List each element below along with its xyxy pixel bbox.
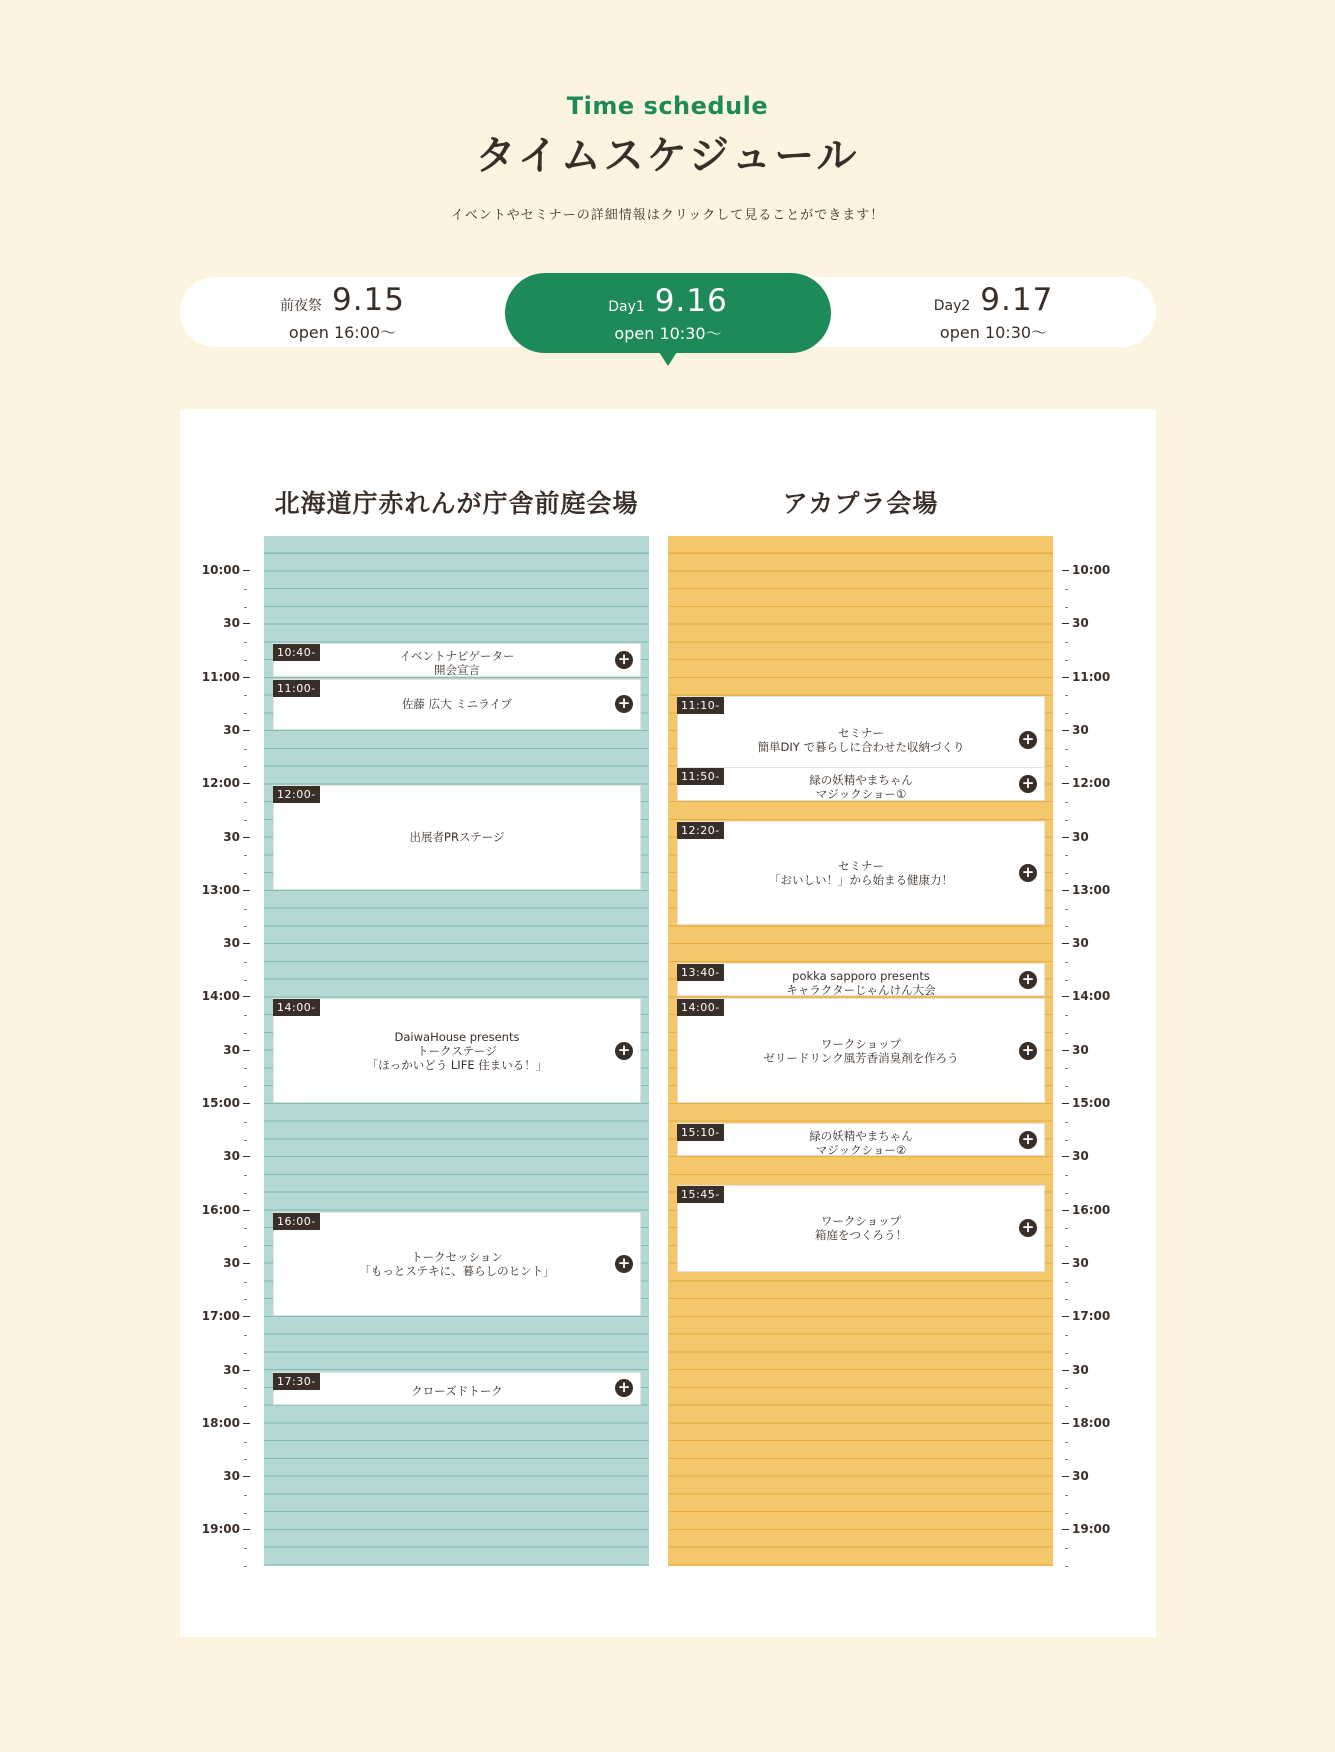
event-card[interactable] bbox=[273, 1212, 641, 1317]
time-tick-right: 12:00 bbox=[1062, 776, 1110, 790]
minor-tick bbox=[244, 855, 247, 856]
minor-tick bbox=[244, 1086, 247, 1087]
expand-plus-icon[interactable]: + bbox=[1019, 864, 1037, 882]
minor-tick bbox=[1065, 1228, 1068, 1229]
time-tick-right: 30 bbox=[1062, 830, 1089, 844]
minor-tick bbox=[244, 1299, 247, 1300]
minor-tick bbox=[1065, 1459, 1068, 1460]
minor-tick bbox=[244, 802, 247, 803]
tab-date: 9.15 bbox=[331, 281, 406, 318]
minor-tick bbox=[1065, 1193, 1068, 1194]
minor-tick bbox=[244, 873, 247, 874]
minor-tick bbox=[244, 926, 247, 927]
event-title: pokka sapporo presents キャラクターじゃんけん大会 bbox=[786, 968, 936, 997]
time-tick-left: 30 bbox=[190, 616, 250, 630]
event-title: 出展者PRステージ bbox=[409, 830, 505, 845]
expand-plus-icon[interactable]: + bbox=[1019, 1131, 1037, 1149]
minor-tick bbox=[244, 1122, 247, 1123]
minor-tick bbox=[1065, 1513, 1068, 1514]
event-title: ワークショップ 箱庭をつくろう！ bbox=[815, 1214, 907, 1243]
time-tick-left: 30 bbox=[190, 1043, 250, 1057]
time-tick-right: 16:00 bbox=[1062, 1203, 1110, 1217]
minor-tick bbox=[244, 1140, 247, 1141]
page-title: タイムスケジュール bbox=[475, 133, 860, 179]
event-title: クローズドトーク bbox=[411, 1384, 503, 1399]
event-start-time: 16:00- bbox=[273, 1213, 320, 1230]
time-tick-right: 30 bbox=[1062, 1149, 1089, 1163]
tab-day-eve[interactable] bbox=[180, 277, 505, 347]
section-eng-title: Time schedule bbox=[566, 92, 769, 120]
expand-plus-icon[interactable]: + bbox=[1019, 731, 1037, 749]
minor-tick bbox=[1065, 660, 1068, 661]
minor-tick bbox=[244, 1175, 247, 1176]
expand-plus-icon[interactable]: + bbox=[1019, 1219, 1037, 1237]
minor-tick bbox=[1065, 855, 1068, 856]
minor-tick bbox=[244, 642, 247, 643]
expand-plus-icon[interactable]: + bbox=[1019, 1042, 1037, 1060]
event-card[interactable] bbox=[273, 679, 641, 730]
minor-tick bbox=[244, 749, 247, 750]
minor-tick bbox=[244, 589, 247, 590]
event-title: 緑の妖精やまちゃん マジックショー② bbox=[809, 1128, 913, 1157]
tab-date: 9.16 bbox=[654, 282, 728, 319]
minor-tick bbox=[244, 1459, 247, 1460]
time-tick-left: 15:00 bbox=[190, 1096, 250, 1110]
event-card[interactable] bbox=[677, 821, 1045, 926]
day-tab-bar bbox=[180, 277, 1156, 347]
minor-tick bbox=[244, 1495, 247, 1496]
minor-tick bbox=[1065, 1335, 1068, 1336]
minor-tick bbox=[1065, 1246, 1068, 1247]
minor-tick bbox=[244, 1068, 247, 1069]
expand-plus-icon[interactable]: + bbox=[1019, 775, 1037, 793]
venue-title-right: アカプラ会場 bbox=[782, 489, 939, 518]
minor-tick bbox=[1065, 1495, 1068, 1496]
time-tick-right: 30 bbox=[1062, 936, 1089, 950]
minor-tick bbox=[1065, 1122, 1068, 1123]
time-tick-left: 12:00 bbox=[190, 776, 250, 790]
page-description: イベントやセミナーの詳細情報はクリックして見ることができます！ bbox=[450, 208, 885, 223]
minor-tick bbox=[244, 1353, 247, 1354]
expand-plus-icon[interactable]: + bbox=[615, 651, 633, 669]
time-tick-left: 10:00 bbox=[190, 563, 250, 577]
time-tick-left: 30 bbox=[190, 830, 250, 844]
expand-plus-icon[interactable]: + bbox=[615, 695, 633, 713]
event-title: 緑の妖精やまちゃん マジックショー① bbox=[809, 773, 913, 802]
time-tick-left: 14:00 bbox=[190, 989, 250, 1003]
event-card[interactable] bbox=[273, 785, 641, 890]
tab-open-time: open 10:30〜 bbox=[939, 322, 1048, 342]
minor-tick bbox=[244, 820, 247, 821]
event-start-time: 14:00- bbox=[677, 999, 724, 1016]
minor-tick bbox=[1065, 1388, 1068, 1389]
event-card[interactable] bbox=[273, 643, 641, 677]
expand-plus-icon[interactable]: + bbox=[615, 1379, 633, 1397]
event-start-time: 17:30- bbox=[273, 1373, 320, 1390]
event-title: セミナー 「おいしい！」から始まる健康力！ bbox=[769, 859, 953, 888]
tab-open-time: open 16:00〜 bbox=[288, 322, 397, 342]
minor-tick bbox=[1065, 962, 1068, 963]
minor-tick bbox=[1065, 749, 1068, 750]
time-tick-left: 30 bbox=[190, 1149, 250, 1163]
time-tick-right: 17:00 bbox=[1062, 1309, 1110, 1323]
event-start-time: 12:00- bbox=[273, 786, 320, 803]
minor-tick bbox=[244, 713, 247, 714]
event-card[interactable] bbox=[273, 1372, 641, 1406]
minor-tick bbox=[1065, 695, 1068, 696]
minor-tick bbox=[1065, 909, 1068, 910]
event-start-time: 12:20- bbox=[677, 822, 724, 839]
tab-label: 前夜祭 bbox=[279, 297, 322, 314]
tab-day2[interactable] bbox=[831, 277, 1156, 347]
time-tick-right: 30 bbox=[1062, 1043, 1089, 1057]
event-title: セミナー 簡単DIY で暮らしに合わせた収納づくり bbox=[757, 725, 965, 754]
minor-tick bbox=[1065, 766, 1068, 767]
minor-tick bbox=[244, 962, 247, 963]
minor-tick bbox=[244, 1193, 247, 1194]
minor-tick bbox=[1065, 1140, 1068, 1141]
time-tick-right: 11:00 bbox=[1062, 670, 1110, 684]
event-card[interactable] bbox=[677, 1185, 1045, 1272]
time-tick-left: 30 bbox=[190, 723, 250, 737]
event-start-time: 11:00- bbox=[273, 680, 320, 697]
minor-tick bbox=[1065, 873, 1068, 874]
minor-tick bbox=[244, 1388, 247, 1389]
minor-tick bbox=[244, 1406, 247, 1407]
minor-tick bbox=[244, 980, 247, 981]
time-tick-left: 30 bbox=[190, 1363, 250, 1377]
event-start-time: 11:50- bbox=[677, 768, 724, 785]
event-start-time: 15:10- bbox=[677, 1124, 724, 1141]
tab-day1[interactable] bbox=[505, 273, 831, 353]
event-start-time: 14:00- bbox=[273, 999, 320, 1016]
event-title: イベントナビゲーター 開会宣言 bbox=[399, 648, 515, 677]
event-card[interactable] bbox=[677, 1123, 1045, 1157]
minor-tick bbox=[244, 660, 247, 661]
minor-tick bbox=[1065, 589, 1068, 590]
time-tick-right: 30 bbox=[1062, 616, 1089, 630]
minor-tick bbox=[1065, 1548, 1068, 1549]
event-start-time: 11:10- bbox=[677, 697, 724, 714]
minor-tick bbox=[1065, 1353, 1068, 1354]
minor-tick bbox=[244, 766, 247, 767]
minor-tick bbox=[1065, 1068, 1068, 1069]
minor-tick bbox=[244, 1513, 247, 1514]
tab-date: 9.17 bbox=[980, 281, 1054, 318]
event-title: 佐藤 広大 ミニライブ bbox=[401, 697, 513, 712]
event-start-time: 10:40- bbox=[273, 644, 320, 661]
time-tick-right: 18:00 bbox=[1062, 1416, 1110, 1430]
expand-plus-icon[interactable]: + bbox=[615, 1042, 633, 1060]
time-tick-right: 30 bbox=[1062, 723, 1089, 737]
expand-plus-icon[interactable]: + bbox=[1019, 971, 1037, 989]
minor-tick bbox=[1065, 1086, 1068, 1087]
minor-tick bbox=[1065, 1442, 1068, 1443]
minor-tick bbox=[244, 1566, 247, 1567]
time-tick-left: 19:00 bbox=[190, 1522, 250, 1536]
time-tick-right: 10:00 bbox=[1062, 563, 1110, 577]
event-card[interactable] bbox=[677, 767, 1045, 801]
time-tick-left: 13:00 bbox=[190, 883, 250, 897]
minor-tick bbox=[244, 1228, 247, 1229]
time-tick-right: 13:00 bbox=[1062, 883, 1110, 897]
event-title: トークセッション 「もっとステキに、暮らしのヒント」 bbox=[359, 1249, 555, 1278]
minor-tick bbox=[244, 1548, 247, 1549]
minor-tick bbox=[1065, 1033, 1068, 1034]
tab-label: Day2 bbox=[933, 297, 971, 314]
event-card[interactable] bbox=[273, 998, 641, 1103]
time-tick-right: 19:00 bbox=[1062, 1522, 1110, 1536]
event-title: DaiwaHouse presents トークステージ 「ほっかいどう LIFE 住まいる！」 bbox=[366, 1029, 548, 1072]
minor-tick bbox=[1065, 713, 1068, 714]
minor-tick bbox=[244, 695, 247, 696]
expand-plus-icon[interactable]: + bbox=[615, 1255, 633, 1273]
minor-tick bbox=[1065, 642, 1068, 643]
event-start-time: 15:45- bbox=[677, 1186, 724, 1203]
tab-open-time: open 10:30〜 bbox=[614, 323, 722, 343]
minor-tick bbox=[1065, 1175, 1068, 1176]
minor-tick bbox=[244, 1246, 247, 1247]
minor-tick bbox=[244, 1033, 247, 1034]
tab-label: Day1 bbox=[608, 298, 645, 315]
minor-tick bbox=[1065, 1282, 1068, 1283]
time-tick-left: 11:00 bbox=[190, 670, 250, 684]
minor-tick bbox=[1065, 926, 1068, 927]
time-tick-right: 30 bbox=[1062, 1256, 1089, 1270]
time-tick-left: 16:00 bbox=[190, 1203, 250, 1217]
time-tick-right: 30 bbox=[1062, 1469, 1089, 1483]
minor-tick bbox=[1065, 1299, 1068, 1300]
minor-tick bbox=[1065, 1406, 1068, 1407]
venue-title-left: 北海道庁赤れんが庁舎前庭会場 bbox=[274, 489, 639, 518]
minor-tick bbox=[1065, 980, 1068, 981]
minor-tick bbox=[244, 909, 247, 910]
minor-tick bbox=[1065, 1566, 1068, 1567]
time-tick-right: 14:00 bbox=[1062, 989, 1110, 1003]
time-tick-right: 15:00 bbox=[1062, 1096, 1110, 1110]
minor-tick bbox=[1065, 820, 1068, 821]
minor-tick bbox=[244, 607, 247, 608]
event-start-time: 13:40- bbox=[677, 964, 724, 981]
time-tick-left: 30 bbox=[190, 936, 250, 950]
event-card[interactable] bbox=[677, 998, 1045, 1103]
event-card[interactable] bbox=[677, 963, 1045, 997]
event-title: ワークショップ ゼリードリンク風芳香消臭剤を作ろう bbox=[763, 1036, 959, 1065]
minor-tick bbox=[1065, 607, 1068, 608]
time-tick-left: 30 bbox=[190, 1469, 250, 1483]
time-tick-left: 18:00 bbox=[190, 1416, 250, 1430]
minor-tick bbox=[1065, 802, 1068, 803]
time-tick-right: 30 bbox=[1062, 1363, 1089, 1377]
time-tick-left: 30 bbox=[190, 1256, 250, 1270]
time-tick-left: 17:00 bbox=[190, 1309, 250, 1323]
minor-tick bbox=[1065, 1015, 1068, 1016]
minor-tick bbox=[244, 1015, 247, 1016]
minor-tick bbox=[244, 1442, 247, 1443]
minor-tick bbox=[244, 1282, 247, 1283]
minor-tick bbox=[244, 1335, 247, 1336]
